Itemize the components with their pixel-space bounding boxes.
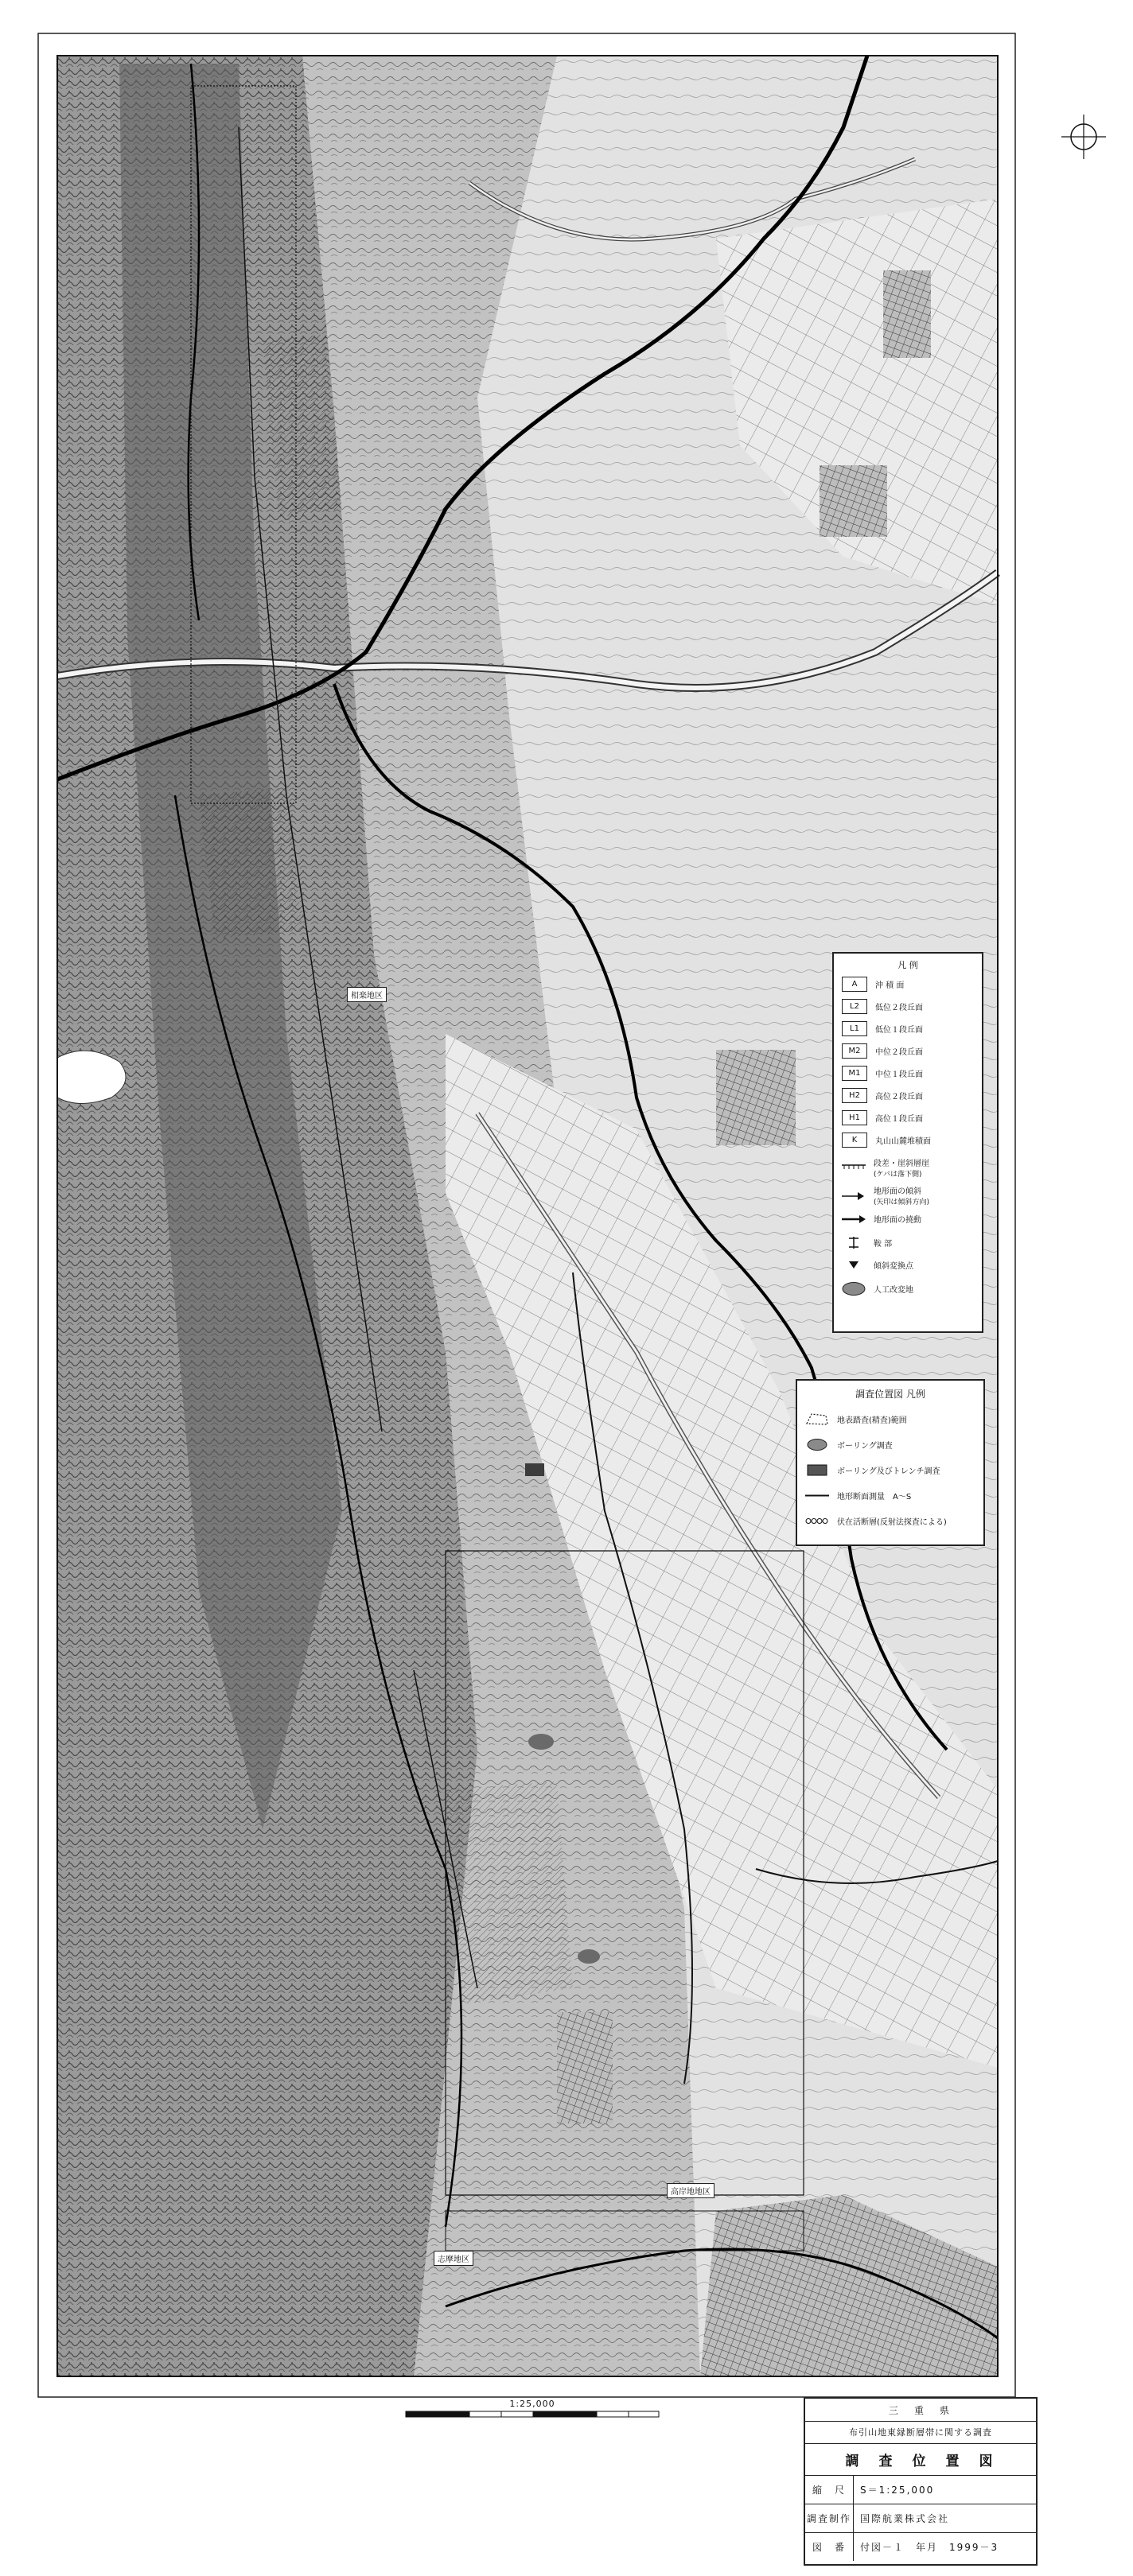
legend-symbol: K [842, 1133, 867, 1148]
title-number-key: 図 番 [805, 2532, 854, 2561]
title-author-row [805, 2504, 1036, 2533]
legend-row [842, 1236, 892, 1249]
legend-row [842, 1156, 929, 1179]
slope-change-icon [842, 1258, 866, 1272]
legend-title: 凡 例 [897, 960, 918, 970]
compass-icon [1061, 115, 1106, 159]
legend-row [805, 1412, 907, 1426]
legend-symbol: L1 [842, 1021, 867, 1036]
title-block [804, 2397, 1038, 2566]
legend-label: 高位２段丘面 [875, 1093, 923, 1102]
fault-scarp-icon [842, 1161, 866, 1175]
site-label-sagara: 相楽地区 [347, 987, 387, 1002]
artificial-area-icon [842, 1282, 866, 1296]
legend-row [842, 1043, 923, 1059]
legend-label: 地形面の傾斜 (矢印は傾斜方向) [874, 1187, 930, 1206]
scale-label: 1:25,000 [509, 2399, 555, 2409]
profile-line-icon [805, 1489, 829, 1502]
title-author-value: 国際航業株式会社 [860, 2512, 950, 2524]
legend-label: 地形断面測量 A～S [837, 1493, 912, 1502]
title-number-value: 付図－１ 年月 1999－3 [860, 2541, 999, 2553]
legend-symbol: A [842, 977, 867, 992]
legend-label: 丸山山麓堆積面 [875, 1137, 931, 1146]
legend-symbol: H2 [842, 1088, 867, 1103]
legend-row [805, 1438, 893, 1451]
title-author-key: 調査制作 [805, 2504, 854, 2532]
legend-label: 地表踏査(精査)範囲 [837, 1416, 907, 1425]
title-project: 布引山地東縁断層帯に関する調査 [805, 2421, 1036, 2444]
legend-row [842, 1282, 913, 1296]
saddle-icon [842, 1236, 866, 1249]
site-label-takagishi: 高岸地地区 [667, 2183, 714, 2198]
legend-row [842, 1184, 929, 1206]
title-scale-row [805, 2475, 1036, 2504]
title-drawing: 調 査 位 置 図 [805, 2443, 1036, 2476]
trench-icon [805, 1463, 829, 1477]
legend-symbol: M1 [842, 1066, 867, 1081]
hidden-fault-icon [805, 1514, 829, 1528]
legend-row [842, 1021, 923, 1036]
legend-row [842, 1088, 923, 1103]
title-prefecture: 三 重 県 [805, 2399, 1036, 2422]
legend-row [842, 1133, 931, 1148]
legend-symbol: H1 [842, 1110, 867, 1125]
legend-row [805, 1463, 940, 1477]
map-legend [832, 952, 983, 1333]
legend-row [842, 977, 904, 992]
legend-row [805, 1514, 947, 1528]
legend-symbol: L2 [842, 999, 867, 1014]
legend-label: 中位２段丘面 [875, 1048, 923, 1057]
title-scale-value: S＝1:25,000 [860, 2484, 935, 2496]
legend-symbol: M2 [842, 1043, 867, 1059]
legend-label: 低位１段丘面 [875, 1026, 923, 1035]
legend-label: 傾斜変換点 [874, 1262, 913, 1271]
legend-label: 沖 積 面 [875, 981, 905, 990]
boring-icon [805, 1438, 829, 1451]
legend-row [842, 1066, 923, 1081]
legend-row [842, 1258, 913, 1272]
legend-label: ボーリング及びトレンチ調査 [837, 1467, 940, 1476]
legend-label: 鞍 部 [874, 1240, 893, 1249]
survey-legend-title: 調査位置図 凡例 [855, 1389, 925, 1400]
legend-label: 中位１段丘面 [875, 1070, 923, 1079]
legend-label: 伏在活断層(反射法探査による) [837, 1518, 947, 1527]
legend-row [842, 999, 923, 1014]
legend-row [805, 1489, 911, 1502]
title-number-row [805, 2532, 1036, 2561]
legend-row [842, 1110, 923, 1125]
legend-label: 段差・崖斜層崖 (ケバは落下側) [874, 1160, 929, 1179]
legend-label: 人工改変地 [874, 1286, 913, 1295]
slope-arrow-icon [842, 1189, 866, 1203]
title-scale-key: 縮 尺 [805, 2475, 854, 2504]
legend-label: 低位２段丘面 [875, 1004, 923, 1012]
legend-label: 高位１段丘面 [875, 1115, 923, 1124]
flexure-icon [842, 1212, 866, 1226]
survey-legend [796, 1379, 985, 1546]
legend-label: ボーリング調査 [837, 1442, 893, 1451]
survey-area-icon [805, 1412, 829, 1426]
site-label-shima: 志摩地区 [434, 2251, 473, 2266]
scale-bar [405, 2399, 660, 2421]
scale-bar-graphic [405, 2410, 660, 2419]
legend-row [842, 1212, 921, 1226]
legend-label: 地形面の撓動 [874, 1216, 921, 1225]
